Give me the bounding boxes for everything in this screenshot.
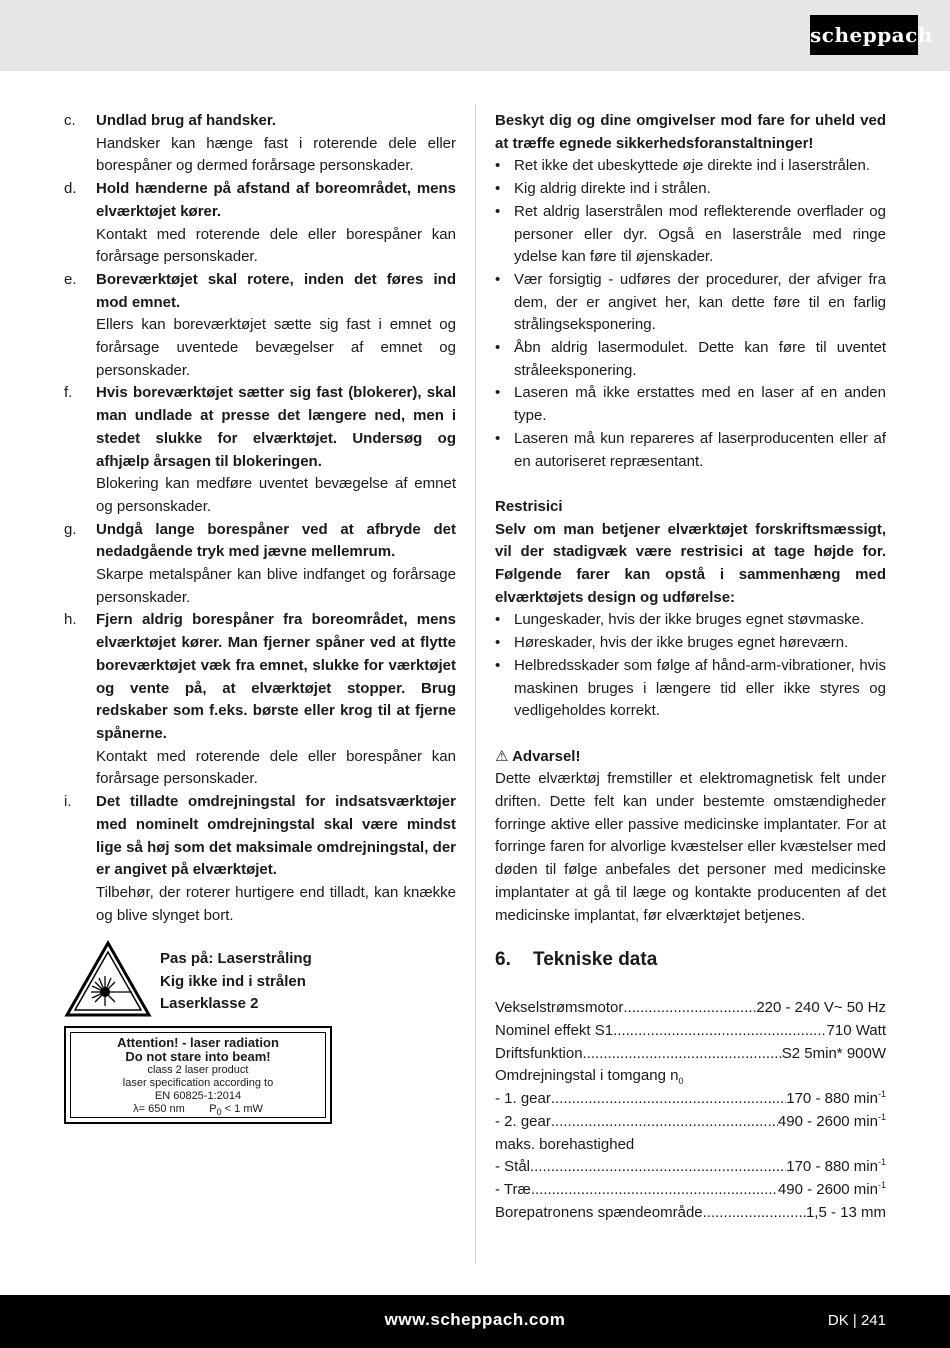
page-header (0, 0, 950, 71)
bullet-dot: • (495, 656, 501, 674)
laser-sign-text (160, 948, 312, 1016)
label-line-2: Do not stare into beam! (125, 1049, 271, 1064)
label-line-1: Attention! - laser radiation (117, 1035, 279, 1050)
section-heading (495, 947, 886, 973)
safety-item (64, 178, 456, 269)
page-number: DK | 241 (827, 1312, 886, 1329)
bullet-text: Helbredsskader som følge af hånd-arm-vibrationer, hvis maskinen bruges i længere tid eller ikke styres og vedligeholdes korrekt. (514, 656, 886, 720)
bullet-item (495, 382, 886, 427)
warning-title: Advarsel! (512, 747, 581, 765)
bullet-text: Laseren må kun repareres af laserproducenten eller af en autoriseret repræsentant. (514, 429, 886, 470)
scheppach-logo: scheppach (810, 15, 918, 55)
restrisici-bullets (495, 609, 886, 723)
sign-line-3: Laserklasse 2 (160, 995, 259, 1013)
item-marker: c. (64, 112, 76, 129)
section-number: 6. (495, 949, 511, 971)
bullet-item (495, 178, 886, 201)
bullet-dot: • (495, 180, 501, 198)
safety-item (64, 791, 456, 927)
spec-row-chuck: Borepatronens spændeområde ..... 1,5 - 13 mm (495, 1202, 886, 1225)
spec-row-power: Nominel effekt S1 ..... 710 Watt (495, 1020, 886, 1043)
item-marker: h. (64, 611, 77, 629)
warning-text: Dette elværktøj fremstiller et elektromagnetisk felt under driften. Dette felt kan under bestemte omstændigheder forringe aktive eller passive medicinske implantater. For at forringe faren for alvorlige kvæstelser eller kvæstelser med døden til følge anbefales det personer med medicinske implantater at gå til læge og kontakte producenten af det medicinske implantat, før elværktøjet betjenes. (495, 770, 886, 924)
bullet-text: Ret ikke det ubeskyttede øje direkte ind i laserstrålen. (514, 157, 871, 175)
item-title: Hvis boreværktøjet sætter sig fast (blokerer), skal man undlade at presse det længere ned, men i stedet slukke for elværktøjet. Undersøg og afhjælp årsagen til blokeringen. (96, 384, 456, 470)
spec-row-wood: - Træ ..... 490 - 2600 $\min^{-1}$ (495, 1179, 886, 1202)
sign-line-1: Pas på: Laserstråling (160, 950, 312, 967)
spec-row-idle: Omdrejningstal i tomgang $n_0$ (495, 1067, 684, 1087)
restrisici-title: Restrisici (495, 497, 563, 515)
bullet-item (495, 428, 886, 473)
safety-list (64, 110, 456, 927)
item-title: Hold hænderne på afstand af boreområdet, mens elværktøjet kører. (96, 180, 456, 220)
item-text: Ellers kan boreværktøjet sætte sig fast i emnet og forårsage uventede bevægelser af emnet og personskader. (96, 316, 456, 379)
left-column (64, 110, 456, 927)
laser-intro: Beskyt dig og dine omgivelser mod fare for uheld ved at træffe egnede sikkerhedsforanstaltninger! (495, 112, 886, 152)
item-marker: f. (64, 384, 73, 402)
bullet-item (495, 269, 886, 337)
bullet-item (495, 655, 886, 723)
bullet-item (495, 632, 886, 655)
right-column (495, 110, 886, 1224)
bullet-item (495, 155, 886, 178)
laser-label (64, 1026, 332, 1124)
safety-item (64, 609, 456, 791)
wavelength: λ= 650 nm (133, 1103, 185, 1115)
column-divider (475, 104, 476, 1264)
item-title: Boreværktøjet skal rotere, inden det føres ind mod emnet. (96, 270, 456, 311)
spec-row-steel: - Stål ..... 170 - 880 $\min^{-1}$ (495, 1156, 886, 1179)
item-text: Kontakt med roterende dele eller borespåner kan forårsage personskader. (96, 225, 456, 266)
bullet-text: Lungeskader, hvis der ikke bruges egnet støvmaske. (514, 611, 865, 629)
item-marker: d. (64, 180, 77, 198)
bullet-item (495, 337, 886, 382)
bullet-dot: • (495, 429, 501, 447)
restrisici-text: Selv om man betjener elværktøjet forskriftsmæssigt, vil der stadigvæk være restrisici at tage højde for. Følgende farer kan opstå i sammenhæng med elværktøjets design og udførelse: (495, 520, 886, 606)
bullet-text: Ret aldrig laserstrålen mod reflekterende overflader og personer eller dyr. Også en laserstråle med ringe ydelse kan føre til øjenskader. (514, 202, 886, 266)
item-marker: e. (64, 270, 77, 288)
item-title: Undgå lange borespåner ved at afbryde det nedadgående tryk med jævne mellemrum. (96, 520, 456, 561)
item-text: Handsker kan hænge fast i roterende dele eller borespåner og dermed forårsage personskader. (96, 134, 456, 175)
bullet-text: Laseren må ikke erstattes med en laser af en anden type. (514, 384, 886, 425)
bullet-dot: • (495, 157, 501, 175)
bullet-dot: • (495, 202, 501, 220)
laser-bullets (495, 155, 886, 473)
bullet-text: Høreskader, hvis der ikke bruges egnet høreværn. (514, 634, 849, 652)
warning-icon: ⚠ (495, 747, 509, 765)
bullet-text: Åbn aldrig lasermodulet. Dette kan føre til uventet stråleeksponering. (514, 339, 886, 379)
item-text: Tilbehør, der roterer hurtigere end tilladt, kan knække og blive slynget bort. (96, 883, 456, 924)
item-marker: i. (64, 793, 72, 811)
spec-row-motor: Vekselstrømsmotor ..... 220 - 240 V~ 50 Hz (495, 997, 886, 1020)
bullet-text: Vær forsigtig - udføres der procedurer, der afviger fra dem, der er angivet her, kan dette føre til en farlig strålingseksponering. (514, 270, 886, 334)
safety-item (64, 382, 456, 518)
spec-table (495, 997, 886, 1224)
item-marker: g. (64, 520, 77, 538)
bullet-text: Kig aldrig direkte ind i strålen. (514, 180, 711, 198)
item-text: Skarpe metalspåner kan blive indfanget og forårsage personskader. (96, 566, 456, 606)
bullet-dot: • (495, 270, 501, 288)
website-link[interactable]: www.scheppach.com (384, 1310, 566, 1329)
bullet-item (495, 201, 886, 269)
spec-row-drill: maks. borehastighed (495, 1135, 635, 1153)
power-symbol: P (209, 1103, 217, 1115)
power-subscript: 0 (216, 1107, 222, 1118)
warning-heading (495, 746, 886, 769)
item-title: Det tilladte omdrejningstal for indsatsværktøjer med nominelt omdrejningstal skal være mindst lige så høj som det maksimale omdrejningstal, der er angivet på elværktøjet. (96, 793, 456, 879)
section-title: Tekniske data (533, 949, 658, 971)
bullet-item (495, 609, 886, 632)
item-text: Kontakt med roterende dele eller borespåner kan forårsage personskader. (96, 747, 456, 788)
sign-line-2: Kig ikke ind i strålen (160, 972, 306, 990)
item-title: Fjern aldrig borespåner fra boreområdet, mens elværktøjet kører. Man fjerner spåner ved at flytte boreværktøjet væk fra emnet, slukke for værktøjet og vente på, at elværktøjet stopper. Brug redskaber som f.eks. børste eller krog til at fjerne spånerne. (96, 611, 456, 742)
label-line-5: EN 60825-1:2014 (154, 1090, 242, 1102)
spec-row-gear2: - 2. gear ..... 490 - 2600 $\min^{-1}$ (495, 1111, 886, 1134)
label-line-3: class 2 laser product (147, 1064, 249, 1076)
spec-row-gear1: - 1. gear ..... 170 - 880 $\min^{-1}$ (495, 1088, 886, 1111)
laser-warning-icon (64, 940, 152, 1018)
label-line-6 (71, 1103, 325, 1116)
spec-row-mode: Driftsfunktion ..... S2 5min* 900W (495, 1043, 886, 1066)
item-text: Blokering kan medføre uventet bevægelse af emnet og personskader. (96, 475, 456, 515)
bullet-dot: • (495, 634, 501, 652)
bullet-dot: • (495, 384, 501, 402)
safety-item (64, 110, 456, 178)
item-title: Undlad brug af handsker. (96, 112, 277, 129)
label-line-4: laser specification according to (122, 1077, 274, 1089)
bullet-dot: • (495, 611, 501, 629)
safety-item (64, 519, 456, 610)
power-value: < 1 mW (224, 1103, 263, 1115)
safety-item (64, 269, 456, 383)
page-footer (0, 1295, 950, 1348)
bullet-dot: • (495, 339, 501, 357)
